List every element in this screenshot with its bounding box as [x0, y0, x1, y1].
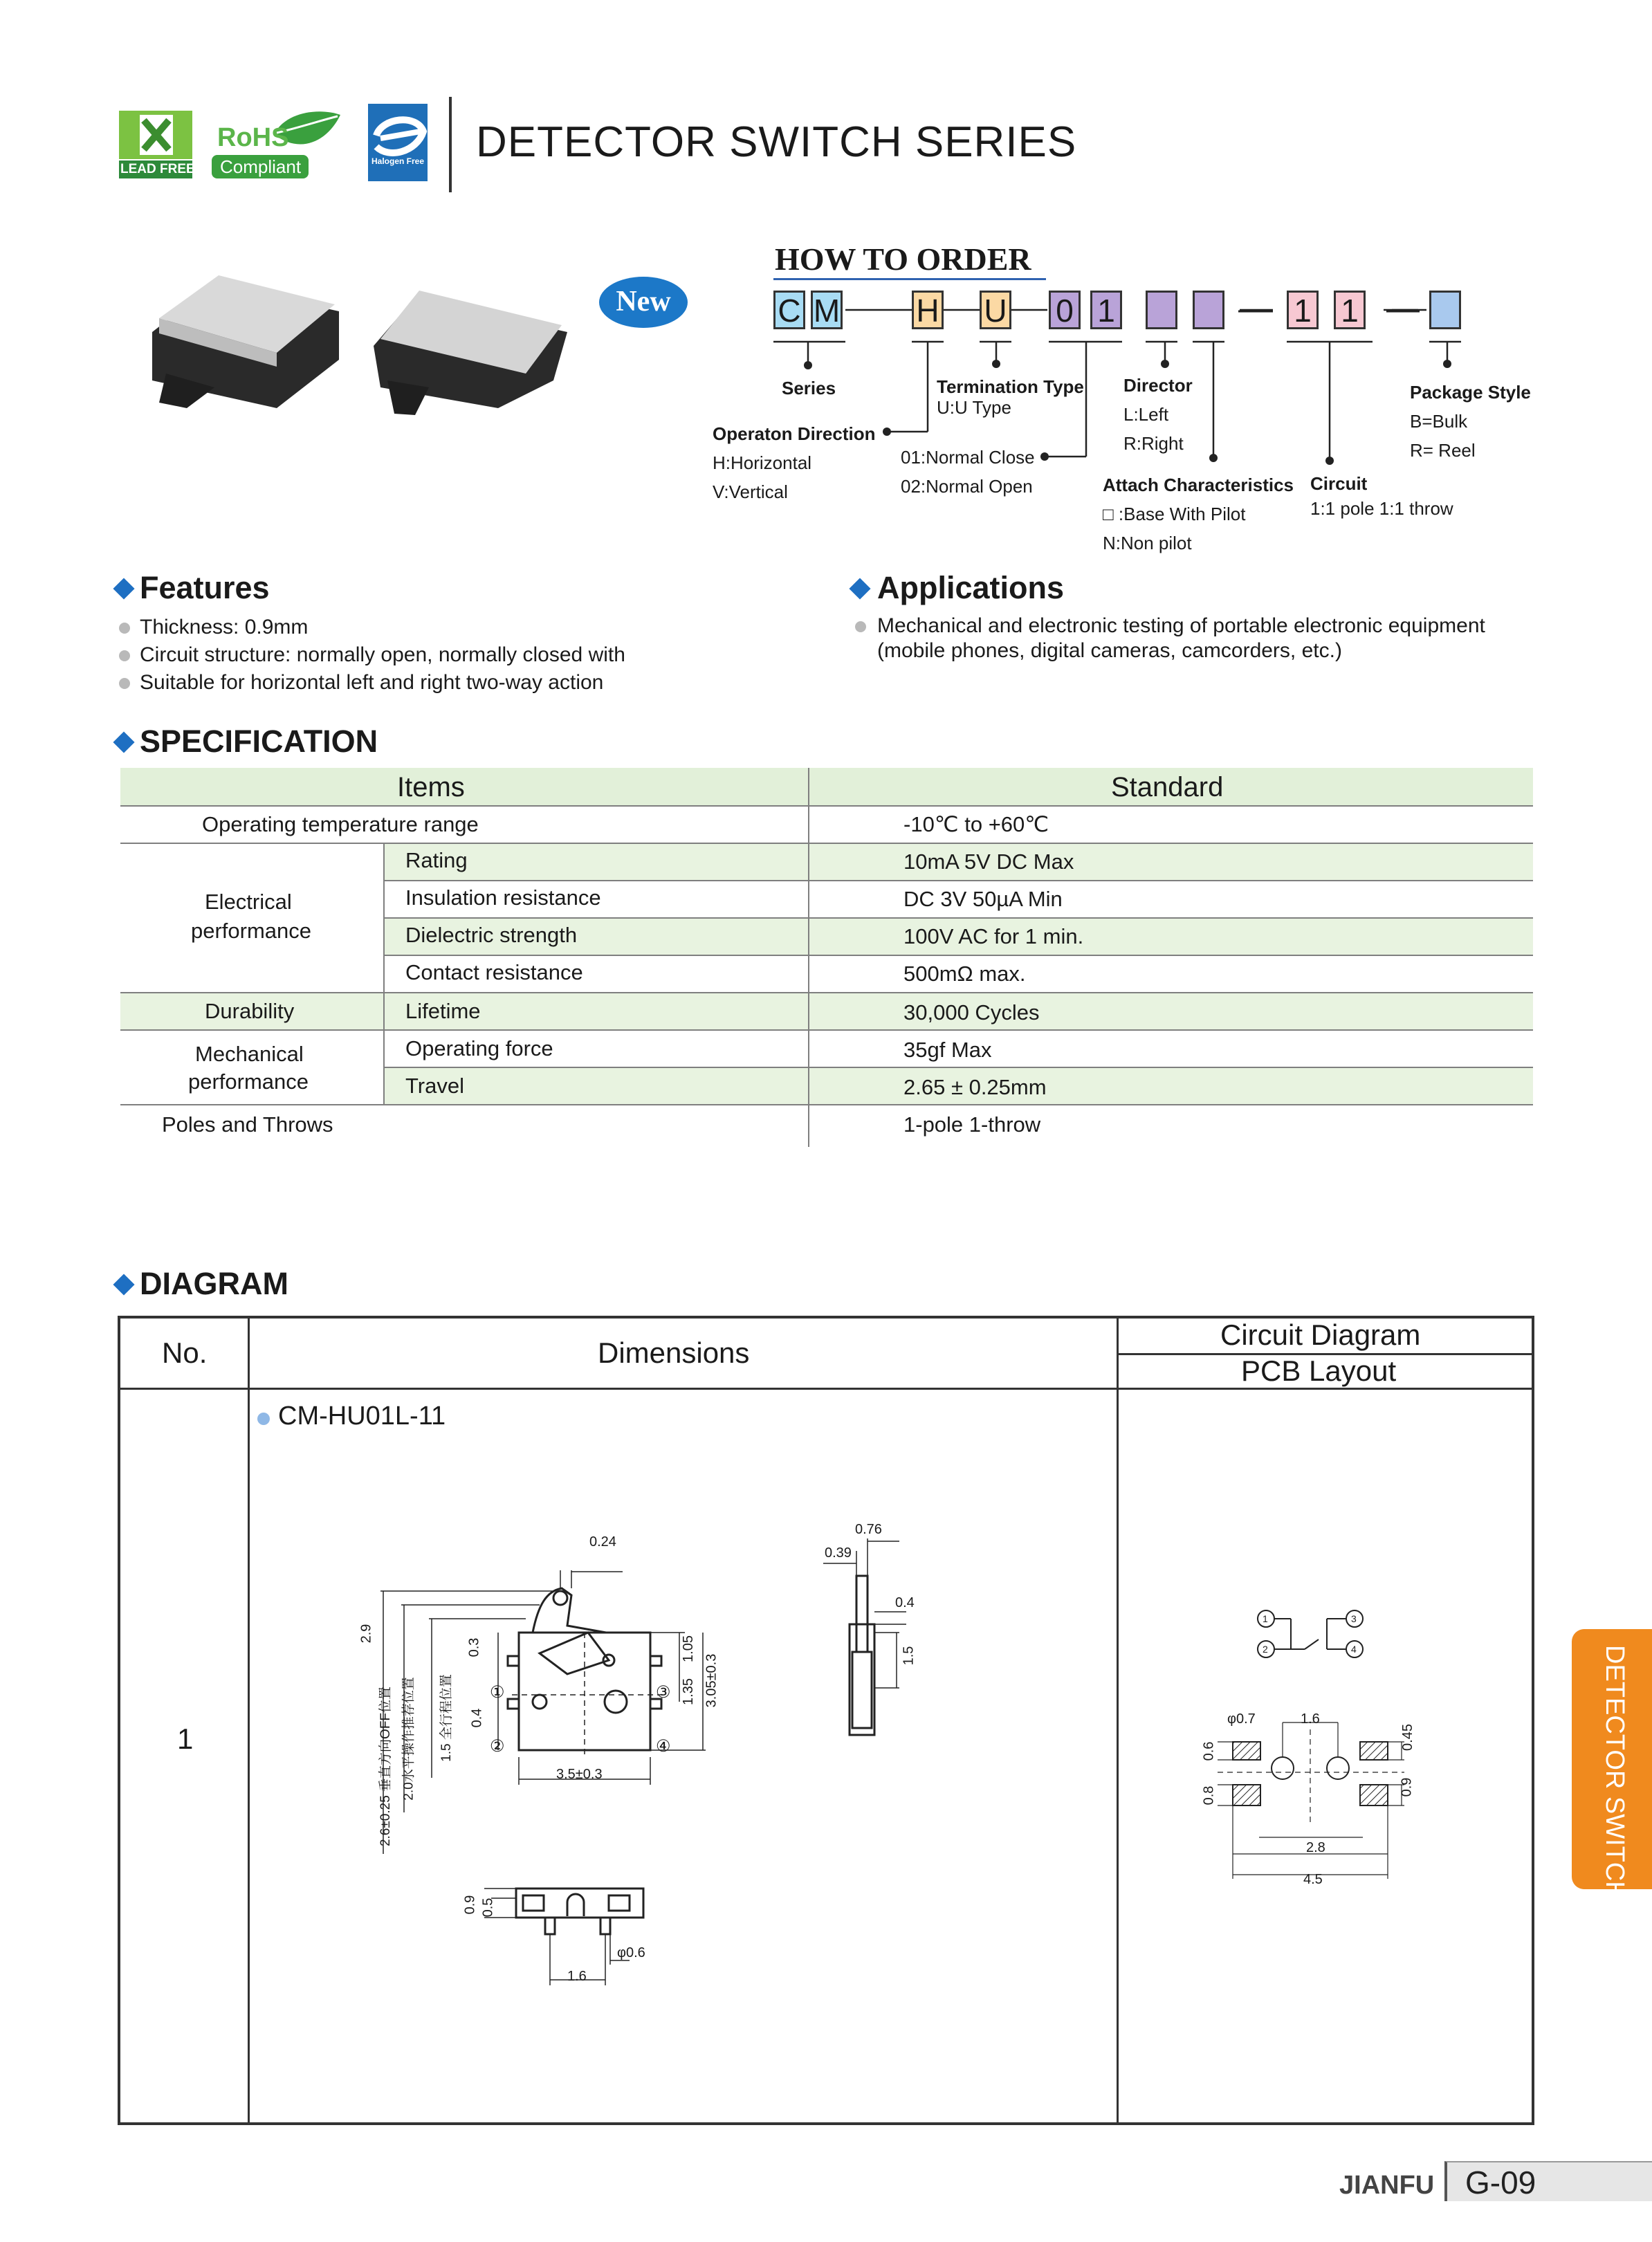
- spec-col-standard: Standard: [1111, 772, 1224, 802]
- circuit-diagram: [1251, 1606, 1368, 1662]
- dim-0-39: 0.39: [825, 1545, 852, 1561]
- spec-lifetime-value: 30,000 Cycles: [903, 1000, 1040, 1024]
- label-term-u: U:U Type: [937, 397, 1011, 418]
- new-badge-text: New: [616, 286, 671, 318]
- dim-0-24: 0.24: [589, 1534, 616, 1550]
- new-badge: [599, 277, 688, 328]
- rohs-logo: [210, 107, 342, 180]
- feature-item: Thickness: 0.9mm: [140, 616, 309, 638]
- dim-0-4: 0.4: [469, 1708, 485, 1728]
- label-op-horizontal: H:Horizontal: [713, 452, 812, 473]
- applications-line-2: (mobile phones, digital cameras, camcorders, etc.): [877, 639, 1342, 662]
- dim-1-5-full-travel-position: 1.5 全行程位置: [439, 1674, 454, 1762]
- pin-3-label: ③: [656, 1683, 671, 1702]
- dim-0-9-bottom: 0.9: [462, 1895, 478, 1915]
- diagram-row-no: 1: [177, 1722, 194, 1755]
- code-box-h: H: [912, 291, 944, 329]
- dim-3-5: 3.5±0.3: [556, 1767, 603, 1782]
- diagram-diamond-icon: [113, 1274, 134, 1295]
- spec-durability: Durability: [205, 999, 295, 1023]
- dim-1-35: 1.35: [680, 1678, 696, 1705]
- label-dir-left: L:Left: [1123, 404, 1169, 425]
- dim-1-6-bottom: 1.6: [567, 1969, 587, 1984]
- spec-electrical: Electrical: [205, 890, 292, 914]
- spec-travel: Travel: [405, 1074, 464, 1098]
- label-attach-non: N:Non pilot: [1103, 533, 1192, 553]
- dim-0-4-side: 0.4: [895, 1595, 915, 1610]
- halogen-free-text: Halogen Free: [371, 156, 425, 166]
- pcb-dim-0-8: 0.8: [1201, 1785, 1217, 1805]
- label-op-vertical: V:Vertical: [713, 481, 788, 502]
- diagram-col-dimensions: Dimensions: [598, 1336, 750, 1369]
- svg-text:3: 3: [1351, 1613, 1357, 1624]
- pcb-dim-phi-0-7: φ0.7: [1227, 1711, 1256, 1727]
- product-photo: [138, 270, 581, 429]
- spec-mechanical: Mechanical: [195, 1042, 304, 1066]
- spec-poles: Poles and Throws: [162, 1112, 333, 1137]
- features-diamond-icon: [113, 578, 134, 599]
- label-package-style: Package Style: [1410, 382, 1531, 403]
- pcb-dim-0-9: 0.9: [1399, 1777, 1415, 1797]
- label-attach-characteristics: Attach Characteristics: [1103, 475, 1294, 495]
- label-pkg-bulk: B=Bulk: [1410, 411, 1468, 432]
- pcb-dim-0-6: 0.6: [1201, 1741, 1217, 1761]
- lead-free-logo: [116, 111, 195, 180]
- label-series: Series: [782, 378, 836, 398]
- diagram-col-no: No.: [162, 1336, 208, 1369]
- spec-col-items: Items: [397, 772, 465, 802]
- applications-line-1: Mechanical and electronic testing of portable electronic equipment: [877, 614, 1485, 637]
- label-normal-close: 01:Normal Close: [901, 447, 1035, 468]
- model-bullet-icon: [257, 1413, 270, 1425]
- how-to-order-title: HOW TO ORDER: [775, 241, 1031, 277]
- features-bullet-icon: [119, 650, 130, 661]
- specification-diamond-icon: [113, 731, 134, 753]
- label-attach-base: □ :Base With Pilot: [1103, 504, 1246, 524]
- label-circuit-value: 1:1 pole 1:1 throw: [1310, 498, 1453, 519]
- code-box-circuit-2: 1: [1334, 291, 1366, 329]
- halogen-free-logo: [368, 104, 428, 181]
- spec-rating: Rating: [405, 848, 468, 872]
- pcb-dim-4-5: 4.5: [1303, 1872, 1323, 1887]
- title-separator: [449, 97, 452, 192]
- spec-lifetime: Lifetime: [405, 999, 481, 1023]
- diagram-col-circuit: Circuit Diagram: [1220, 1318, 1421, 1351]
- spec-row-lifetime: [120, 993, 1533, 1029]
- page-number: G-09: [1465, 2165, 1536, 2200]
- features-heading: Features: [140, 570, 270, 605]
- code-box-1: 1: [1090, 291, 1122, 329]
- applications-diamond-icon: [849, 578, 870, 599]
- pcb-dim-0-45: 0.45: [1399, 1724, 1415, 1751]
- spec-header-row: [120, 768, 1533, 805]
- svg-text:4: 4: [1351, 1644, 1357, 1655]
- dim-0-76: 0.76: [855, 1522, 882, 1537]
- dim-3-05: 3.05±0.3: [704, 1653, 719, 1708]
- label-circuit: Circuit: [1310, 473, 1368, 494]
- code-box-circuit-1: 1: [1287, 291, 1319, 329]
- how-to-order-dashes: [1231, 304, 1439, 318]
- label-dir-right: R:Right: [1123, 433, 1184, 454]
- footer-brand: JIANFU: [1339, 2171, 1435, 2200]
- dim-1-05: 1.05: [680, 1635, 696, 1662]
- code-box-c: C: [773, 291, 805, 329]
- spec-dielectric-value: 100V AC for 1 min.: [903, 924, 1084, 948]
- side-tab-label: DETECTOR SWITCH: [1600, 1645, 1629, 1900]
- spec-contact: Contact resistance: [405, 960, 583, 984]
- code-box-u: U: [980, 291, 1011, 329]
- spec-insulation: Insulation resistance: [405, 885, 601, 910]
- dim-1-5-side: 1.5: [901, 1646, 917, 1666]
- pin-2-label: ②: [490, 1737, 505, 1756]
- diagram-col-pcb: PCB Layout: [1241, 1354, 1397, 1387]
- spec-operating-force: Operating force: [405, 1036, 553, 1060]
- pin-1-label: ①: [490, 1683, 505, 1702]
- dim-2-0-recommended-position: 2.0水平操作推荐位置: [401, 1677, 416, 1801]
- spec-dielectric: Dielectric strength: [405, 923, 578, 947]
- spec-operating-force-value: 35gf Max: [903, 1038, 992, 1062]
- label-termination-type: Termination Type: [937, 376, 1084, 397]
- dim-2-6-off-position: 2.6±0.25 垂直方向OFF位置: [378, 1686, 394, 1847]
- spec-op-temp: Operating temperature range: [202, 812, 479, 836]
- specification-heading: SPECIFICATION: [140, 724, 378, 759]
- model-name: CM-HU01L-11: [278, 1402, 446, 1431]
- spec-electrical-performance: performance: [191, 919, 312, 943]
- dim-0-3: 0.3: [466, 1637, 482, 1657]
- rohs-compliant-text: Compliant: [220, 156, 302, 177]
- label-operation-direction: Operaton Direction: [713, 423, 876, 444]
- dim-0-5-bottom: 0.5: [480, 1898, 496, 1918]
- spec-poles-value: 1-pole 1-throw: [903, 1112, 1041, 1137]
- applications-heading: Applications: [877, 570, 1065, 605]
- applications-bullet-icon: [855, 621, 866, 632]
- spec-mechanical-performance: performance: [188, 1069, 309, 1094]
- features-bullet-icon: [119, 623, 130, 634]
- page-title: DETECTOR SWITCH SERIES: [476, 118, 1077, 166]
- lead-free-text: LEAD FREE: [120, 162, 195, 176]
- pcb-layout: [1197, 1709, 1432, 1895]
- dim-phi-0-6: φ0.6: [617, 1945, 645, 1960]
- spec-rating-value: 10mA 5V DC Max: [903, 849, 1074, 874]
- spec-travel-value: 2.65 ± 0.25mm: [903, 1075, 1047, 1099]
- rohs-text: RoHS: [217, 123, 289, 152]
- spec-insulation-value: DC 3V 50µA Min: [903, 887, 1063, 911]
- label-normal-open: 02:Normal Open: [901, 476, 1033, 497]
- features-bullet-icon: [119, 678, 130, 689]
- feature-item: Circuit structure: normally open, normally closed with: [140, 643, 625, 666]
- code-box-0: 0: [1049, 291, 1081, 329]
- spec-op-temp-value: -10℃ to +60℃: [903, 812, 1049, 836]
- pcb-dim-1-6: 1.6: [1301, 1711, 1320, 1727]
- spec-contact-value: 500mΩ max.: [903, 962, 1026, 986]
- feature-item: Suitable for horizontal left and right two-way action: [140, 671, 604, 694]
- svg-text:2: 2: [1263, 1644, 1268, 1655]
- pcb-dim-2-8: 2.8: [1306, 1840, 1325, 1855]
- dim-2-9: 2.9: [358, 1624, 374, 1644]
- pin-4-label: ④: [656, 1737, 671, 1756]
- specification-table: [120, 768, 1533, 1147]
- label-pkg-reel: R= Reel: [1410, 440, 1476, 461]
- svg-text:1: 1: [1263, 1613, 1268, 1624]
- diagram-heading: DIAGRAM: [140, 1266, 288, 1301]
- code-box-m: M: [811, 291, 843, 329]
- spec-electrical-cell: [120, 844, 383, 992]
- label-director: Director: [1123, 375, 1193, 396]
